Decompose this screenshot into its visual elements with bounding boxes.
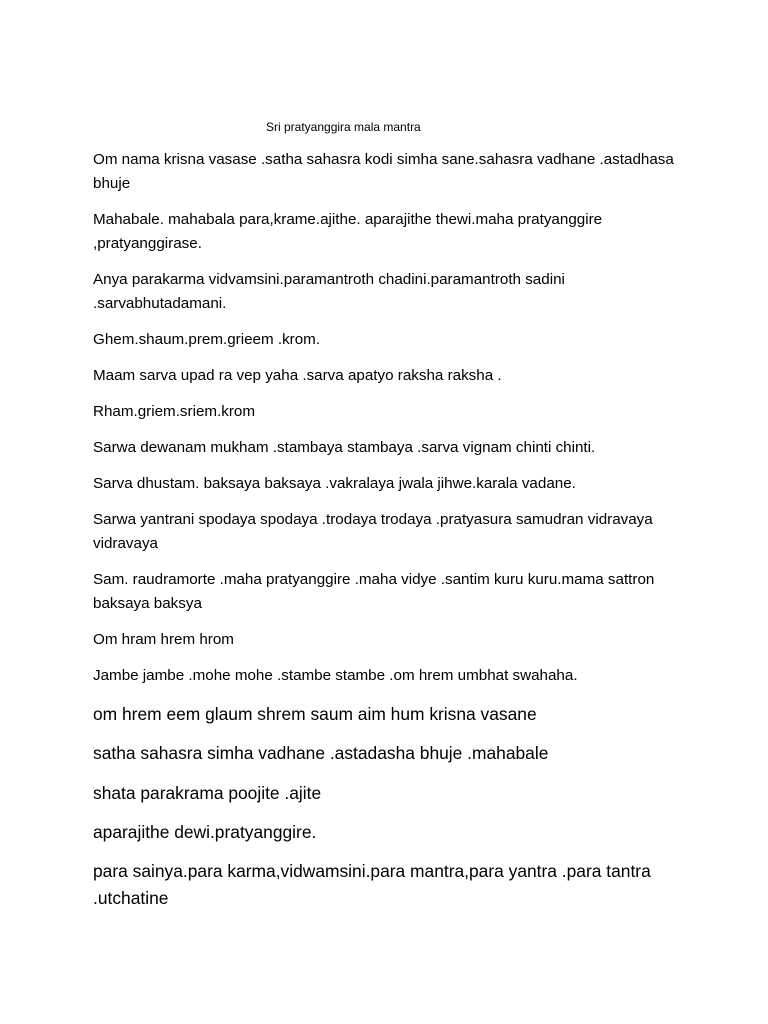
document-title: Sri pratyanggira mala mantra: [266, 120, 421, 134]
paragraph-6: Rham.griem.sriem.krom: [93, 403, 256, 420]
paragraph-14: satha sahasra simha vadhane .astadasha bhuje .mahabale: [93, 743, 549, 763]
paragraph-5: Maam sarva upad ra vep yaha .sarva apatyo raksha raksha .: [93, 367, 502, 384]
paragraph-13: om hrem eem glaum shrem saum aim hum krisna vasane: [93, 704, 537, 724]
paragraph-17: para sainya.para karma,vidwamsini.para mantra,para yantra .para tantra .utchatine: [93, 861, 651, 908]
paragraph-9: Sarwa yantrani spodaya spodaya .trodaya trodaya .pratyasura samudran vidravaya vidravaya: [93, 511, 653, 552]
paragraph-12: Jambe jambe .mohe mohe .stambe stambe .om hrem umbhat swahaha.: [93, 667, 578, 684]
paragraph-10: Sam. raudramorte .maha pratyanggire .maha vidye .santim kuru kuru.mama sattron baksaya baksya: [93, 571, 655, 612]
paragraph-16: aparajithe dewi.pratyanggire.: [93, 822, 317, 842]
paragraph-8: Sarva dhustam. baksaya baksaya .vakralaya jwala jihwe.karala vadane.: [93, 475, 576, 492]
paragraph-1: Om nama krisna vasase .satha sahasra kodi simha sane.sahasra vadhane .astadhasa bhuje: [93, 151, 674, 192]
paragraph-7: Sarwa dewanam mukham .stambaya stambaya .sarva vignam chinti chinti.: [93, 439, 596, 456]
paragraph-2: Mahabale. mahabala para,krame.ajithe. aparajithe thewi.maha pratyanggire ,pratyanggirase.: [93, 211, 603, 252]
paragraph-3: Anya parakarma vidvamsini.paramantroth chadini.paramantroth sadini .sarvabhutadamani.: [93, 271, 565, 312]
paragraph-11: Om hram hrem hrom: [93, 631, 234, 648]
paragraph-15: shata parakrama poojite .ajite: [93, 783, 322, 803]
paragraph-4: Ghem.shaum.prem.grieem .krom.: [93, 331, 321, 348]
